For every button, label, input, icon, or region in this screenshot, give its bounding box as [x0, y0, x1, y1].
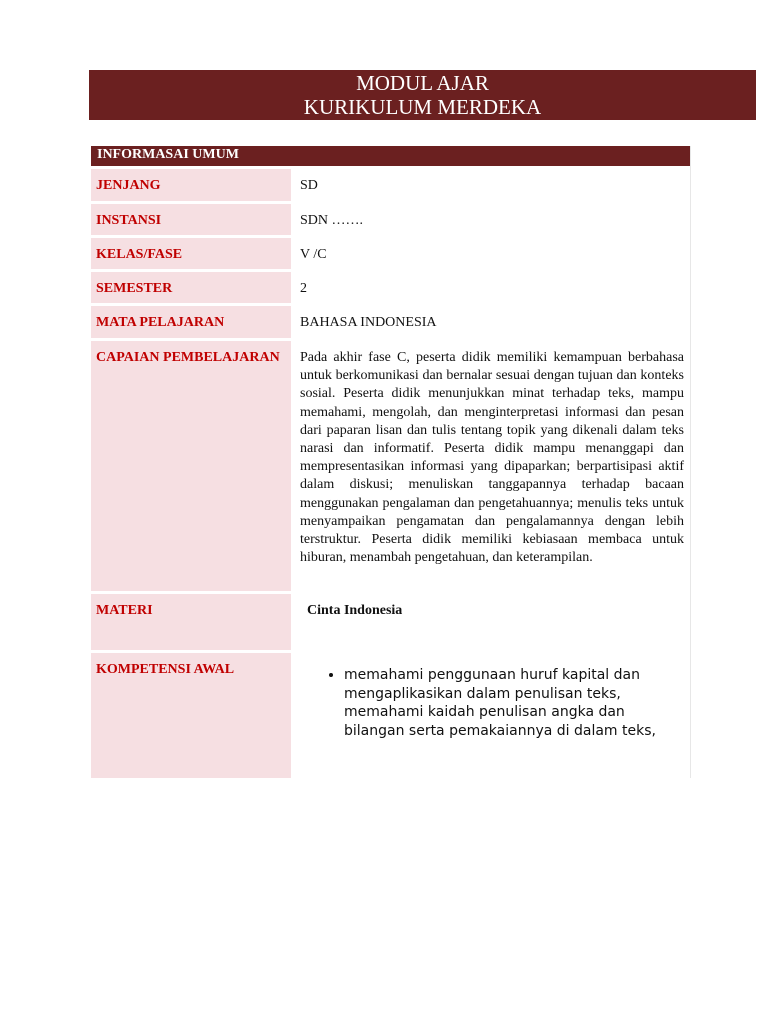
row-mata-pelajaran: [90, 306, 690, 338]
row-jenjang: [90, 169, 690, 201]
row-label: SEMESTER: [90, 272, 291, 303]
row-materi: [90, 594, 690, 650]
info-table: [90, 146, 691, 778]
competency-list: [300, 666, 684, 740]
row-value: V /C: [291, 238, 690, 269]
row-value: Cinta Indonesia: [291, 594, 690, 650]
row-value: 2: [291, 272, 690, 303]
section-header: INFORMASAI UMUM: [91, 146, 690, 166]
title-line-1: MODUL AJAR: [356, 71, 489, 95]
row-semester: [90, 272, 690, 303]
row-label: KELAS/FASE: [90, 238, 291, 269]
row-label: INSTANSI: [90, 204, 291, 235]
document-title-banner: [89, 70, 756, 120]
row-capaian-pembelajaran: [90, 341, 690, 591]
row-label: MATERI: [90, 594, 291, 650]
row-label: MATA PELAJARAN: [90, 306, 291, 338]
list-item: • memahami penggunaan huruf kapital dan mengaplikasikan dalam penulisan teks, memahami kaidah penulisan angka dan bilangan serta pemakaiannya di dalam teks,: [344, 666, 664, 740]
row-instansi: [90, 204, 690, 235]
row-label: KOMPETENSI AWAL: [90, 653, 291, 778]
row-value: SDN …….: [291, 204, 690, 235]
row-value: BAHASA INDONESIA: [291, 306, 690, 338]
row-kelas-fase: [90, 238, 690, 269]
row-kompetensi-awal: [90, 653, 690, 778]
row-label: CAPAIAN PEMBELAJARAN: [90, 341, 291, 591]
row-value: Pada akhir fase C, peserta didik memiliki kemampuan berbahasa untuk berkomunikasi dan bernalar sesuai dengan tujuan dan konteks sosial. Peserta didik menunjukkan minat terhadap teks, mampu memahami, mengolah, dan menginterpretasi informasi dan pesan dari paparan lisan dan tulis tentang topik yang dikenali dalam teks narasi dan informatif. Peserta didik mampu menanggapi dan mempresentasikan informasi yang dipaparkan; berpartisipasi aktif dalam diskusi; menuliskan tanggapannya terhadap bacaan menggunakan pengalaman dan pengetahuannya; menulis teks untuk menyampaikan pengamatan dan pengalamannya dengan lebih terstruktur. Peserta didik memiliki kebiasaan membaca untuk hiburan, menambah pengetahuan, dan keterampilan.: [291, 341, 690, 591]
title-line-2: KURIKULUM MERDEKA: [303, 95, 542, 119]
row-label: JENJANG: [90, 169, 291, 201]
row-value: SD: [291, 169, 690, 201]
row-value: [291, 653, 690, 778]
